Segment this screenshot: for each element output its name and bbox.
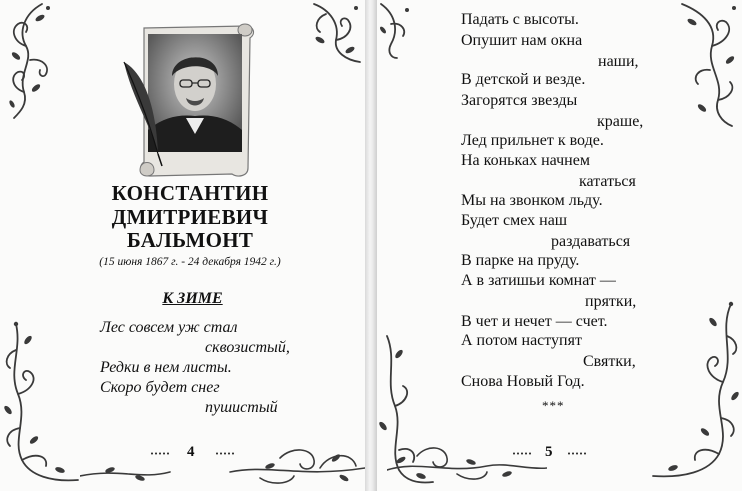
poem-line: На коньках начнем: [461, 152, 590, 169]
poem-line: раздаваться: [551, 233, 631, 250]
page-number-dots-left: [150, 452, 170, 455]
poem-line: Опушит нам окна: [461, 32, 583, 49]
page-number-left: 4: [187, 444, 195, 460]
poem-line: А в затишьи комнат —: [461, 272, 616, 289]
floral-corner-ornament-top-left: [4, 0, 62, 120]
author-surname: БАЛЬМОНТ: [126, 228, 254, 252]
poem-line: В детской и везде.: [461, 71, 586, 88]
page-number-dots-left: [512, 452, 532, 455]
poem-line: В чет и нечет — счет.: [461, 313, 608, 330]
floral-corner-ornament-bottom-right: [647, 300, 742, 490]
poem-line: кататься: [579, 173, 636, 190]
poem-line: Загорятся звезды: [461, 92, 578, 109]
poem-line: краше,: [597, 113, 644, 130]
poem-line: Лес совсем уж стал: [100, 319, 238, 336]
floral-corner-ornament-top-right: [306, 0, 364, 70]
left-page: [0, 0, 365, 491]
end-mark: ***: [542, 398, 565, 413]
right-page: [377, 0, 742, 491]
author-patronymic: ДМИТРИЕВИЧ: [111, 204, 269, 229]
page-number-right: 5: [545, 444, 553, 460]
floral-corner-ornament-bottom-left: [2, 320, 82, 490]
poem-line: Редки в нем листы.: [100, 359, 232, 376]
author-life-dates: (15 июня 1867 г. - 24 декабря 1942 г.): [99, 256, 281, 268]
poem-line: Скоро будет снег: [100, 379, 220, 396]
floral-corner-ornament-top-right: [672, 0, 742, 130]
author-first-name: КОНСТАНТИН: [111, 181, 269, 205]
floral-bottom-border-ornament: [387, 430, 547, 486]
poem-line: Святки,: [583, 353, 636, 370]
quill-icon: [118, 58, 168, 168]
poem-line: прятки,: [585, 293, 637, 310]
page-number-dots-right: [215, 452, 235, 455]
book-spine-gutter: [365, 0, 377, 491]
poem-line: Мы на звонком льду.: [461, 192, 603, 209]
poem-line: Будет смех наш: [461, 212, 568, 229]
floral-bottom-border-ornament: [80, 428, 365, 488]
poem-line: наши,: [598, 53, 639, 70]
author-name: [80, 182, 300, 253]
poem-line: А потом наступят: [461, 332, 582, 349]
page-number-dots-right: [567, 452, 587, 455]
poem-line: пушистый: [205, 399, 278, 416]
poem-line: сквозистый,: [205, 339, 290, 356]
poem-title: К ЗИМЕ: [162, 290, 223, 307]
poem-line: Лед прильнет к воде.: [461, 132, 604, 149]
poem-line: В парке на пруду.: [461, 252, 580, 269]
poem-line: Снова Новый Год.: [461, 373, 585, 390]
poem-line: Падать с высоты.: [461, 11, 579, 28]
floral-corner-ornament-top-left: [377, 0, 417, 60]
